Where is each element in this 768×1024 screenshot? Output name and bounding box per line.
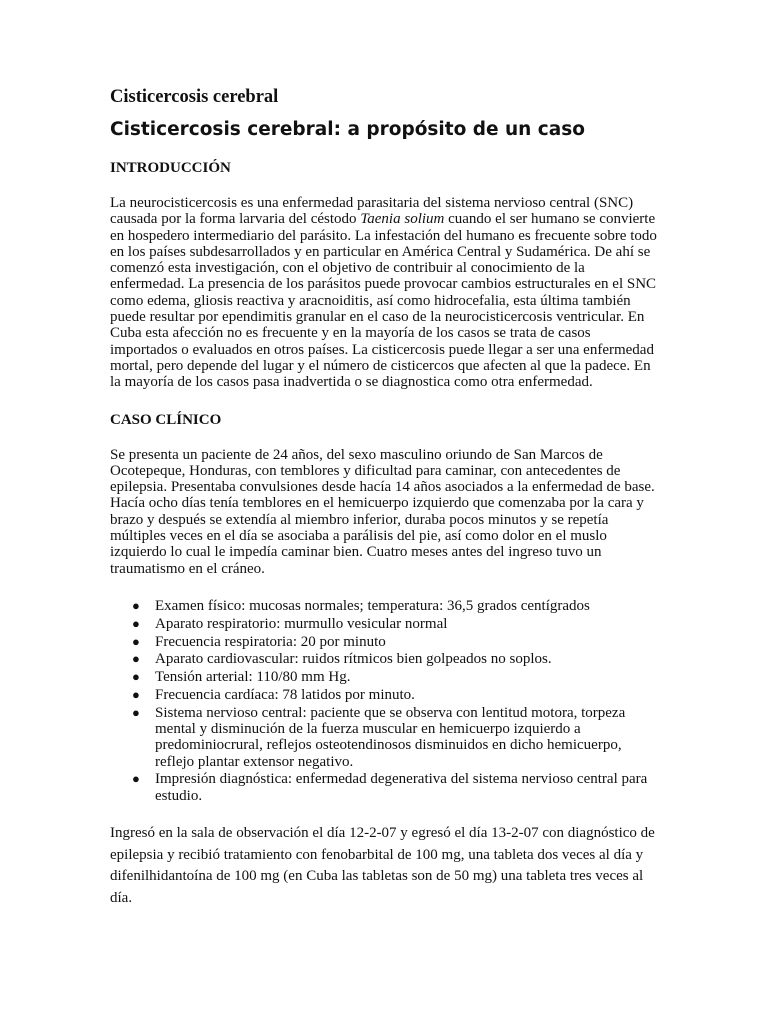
admission-paragraph: Ingresó en la sala de observación el día 12-2-07 y egresó el día 13-2-07 con diagnóstico de epilepsia y recibió tratamiento con fenobarbital de 100 mg, una tableta dos veces al día y difenilhidantoína de 100 mg (en Cuba las tabletas son de 50 mg) una tableta tres veces al día. bbox=[110, 825, 655, 906]
bullet-icon: ● bbox=[132, 651, 140, 667]
finding-text: Aparato respiratorio: murmullo vesicular normal bbox=[155, 615, 448, 632]
finding-text: Examen físico: mucosas normales; temperatura: 36,5 grados centígrados bbox=[155, 597, 590, 614]
article-title: Cisticercosis cerebral: a propósito de un caso bbox=[110, 119, 585, 140]
list-item bbox=[110, 598, 660, 614]
introduction-heading: INTRODUCCIÓN bbox=[110, 160, 231, 176]
bullet-icon: ● bbox=[132, 686, 140, 702]
bullet-icon: ● bbox=[132, 771, 140, 787]
finding-text: Tensión arterial: 110/80 mm Hg. bbox=[155, 669, 351, 686]
species-name: Taenia solium bbox=[360, 211, 445, 228]
bullet-icon: ● bbox=[132, 633, 140, 649]
finding-text: Sistema nervioso central: paciente que se observa con lentitud motora, torpeza mental y disminución de la fuerza muscular en hemicuerpo izquierdo a predominiocrural, reflejos osteotendinosos disminuidos en dicho hemicuerpo, reflejo plantar extensor negativo. bbox=[155, 704, 626, 770]
introduction-section bbox=[110, 160, 660, 391]
list-item bbox=[110, 651, 660, 667]
list-item bbox=[110, 771, 660, 804]
introduction-text-end: cuando el ser humano se convierte en hospedero intermediario del parásito. La infestación del humano es frecuente sobre todo en los países subdesarrollados y en particular en América Central y Sudamérica. De ahí se comenzó esta investigación, con el objetivo de contribuir al conocimiento de la enfermedad. La presencia de los parásitos puede provocar cambios estructurales en el SNC como edema, gliosis reactiva y aracnoiditis, así como hidrocefalia, esta última también puede resultar por ependimitis granular en el caso de la neurocisticercosis ventricular. En Cuba esta afección no es frecuente y en la mayoría de los casos se trata de casos importados o evaluados en otros países. La cisticercosis puede llegar a ser una enfermedad mortal, pero depende del lugar y el número de cisticercos que afecten al que la padece. En la mayoría de los casos pasa inadvertida o se diagnostica como otra enfermedad. bbox=[110, 211, 657, 391]
document-title: Cisticercosis cerebral bbox=[110, 87, 279, 107]
introduction-paragraph bbox=[110, 195, 660, 391]
case-report-section bbox=[110, 412, 660, 909]
list-item bbox=[110, 669, 660, 685]
clinical-findings-list bbox=[110, 598, 660, 804]
bullet-icon: ● bbox=[132, 597, 140, 613]
finding-text: Frecuencia respiratoria: 20 por minuto bbox=[155, 633, 386, 650]
case-report-heading: CASO CLÍNICO bbox=[110, 411, 222, 428]
finding-text: Impresión diagnóstica: enfermedad degenerativa del sistema nervioso central para estudio. bbox=[155, 771, 648, 804]
finding-text: Frecuencia cardíaca: 78 latidos por minuto. bbox=[155, 686, 415, 703]
finding-text: Aparato cardiovascular: ruidos rítmicos bien golpeados no soplos. bbox=[155, 651, 552, 668]
document-page bbox=[110, 86, 660, 909]
bullet-icon: ● bbox=[132, 669, 140, 685]
list-item bbox=[110, 705, 660, 770]
introduction-text-start: La neurocisticercosis es una enfermedad parasitaria del sistema nervioso central (SNC) causada por la forma larvaria del céstodo bbox=[110, 195, 634, 228]
case-report-paragraph: Se presenta un paciente de 24 años, del sexo masculino oriundo de San Marcos de Ocotepeque, Honduras, con temblores y dificultad para caminar, con antecedentes de epilepsia. Presentaba convulsiones desde hacía 14 años asociados a la enfermedad de base. Hacía ocho días tenía temblores en el hemicuerpo izquierdo que comenzaba por la cara y brazo y después se extendía al miembro inferior, duraba pocos minutos y se repetía múltiples veces en el día se asociaba a parálisis del pie, así como dolor en el muslo izquierdo lo cual le impedía caminar bien. Cuatro meses antes del ingreso tuvo un traumatismo en el cráneo. bbox=[110, 446, 655, 577]
bullet-icon: ● bbox=[132, 704, 140, 720]
bullet-icon: ● bbox=[132, 615, 140, 631]
list-item bbox=[110, 616, 660, 632]
list-item bbox=[110, 634, 660, 650]
list-item bbox=[110, 687, 660, 703]
